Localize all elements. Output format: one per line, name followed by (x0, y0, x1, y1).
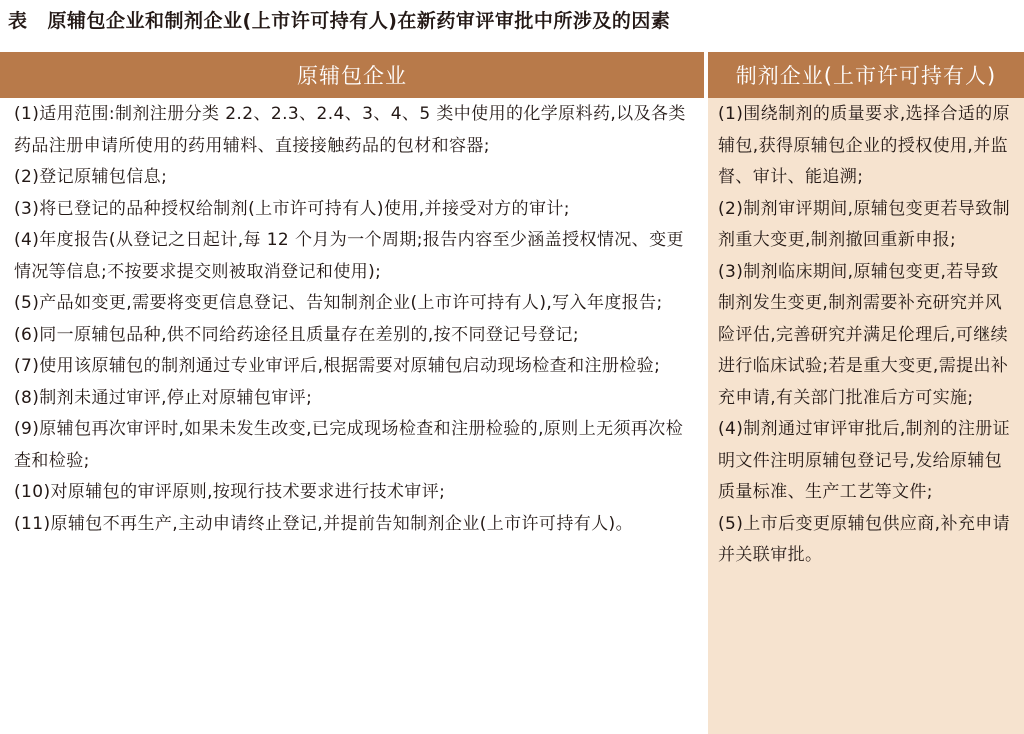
list-item: (11)原辅包不再生产,主动申请终止登记,并提前告知制剂企业(上市许可持有人)。 (14, 513, 633, 534)
header-raw-material-enterprise: 原辅包企业 (0, 52, 704, 98)
preparation-enterprise-column (708, 98, 1024, 734)
list-item: (7)使用该原辅包的制剂通过专业审评后,根据需要对原辅包启动现场检查和注册检验; (14, 356, 661, 376)
raw-material-enterprise-column (0, 98, 704, 734)
list-item: (6)同一原辅包品种,供不同给药途径且质量存在差别的,按不同登记号登记; (14, 324, 580, 345)
header-preparation-enterprise: 制剂企业(上市许可持有人) (708, 52, 1024, 98)
list-item: (4)年度报告(从登记之日起计,每 12 个月为一个周期;报告内容至少涵盖授权情况、变更情况等信息;不按要求提交则被取消登记和使用); (14, 230, 684, 282)
table-caption (8, 6, 670, 33)
list-item: (1)围绕制剂的质量要求,选择合适的原辅包,获得原辅包企业的授权使用,并监督、审计、能追溯; (718, 104, 1011, 187)
caption-text: 原辅包企业和制剂企业(上市许可持有人)在新药审评审批中所涉及的因素 (47, 10, 671, 32)
list-item: (5)上市后变更原辅包供应商,补充申请并关联审批。 (718, 513, 1011, 565)
list-item: (3)制剂临床期间,原辅包变更,若导致制剂发生变更,制剂需要补充研究并风险评估,完善研究并满足伦理后,可继续进行临床试验;若是重大变更,需提出补充申请,有关部门批准后方可实施; (718, 261, 1009, 408)
list-item: (4)制剂通过审评审批后,制剂的注册证明文件注明原辅包登记号,发给原辅包质量标准、生产工艺等文件; (718, 419, 1011, 502)
caption-tag: 表 (8, 10, 28, 32)
list-item: (8)制剂未通过审评,停止对原辅包审评; (14, 387, 313, 408)
list-item: (9)原辅包再次审评时,如果未发生改变,已完成现场检查和注册检验的,原则上无须再次检查和检验; (14, 419, 684, 471)
list-item: (5)产品如变更,需要将变更信息登记、告知制剂企业(上市许可持有人),写入年度报告; (14, 293, 663, 313)
list-item: (2)登记原辅包信息; (14, 167, 168, 187)
list-item: (2)制剂审评期间,原辅包变更若导致制剂重大变更,制剂撤回重新申报; (718, 198, 1011, 250)
list-item: (3)将已登记的品种授权给制剂(上市许可持有人)使用,并接受对方的审计; (14, 198, 570, 219)
factors-table (0, 52, 1024, 734)
list-item: (10)对原辅包的审评原则,按现行技术要求进行技术审评; (14, 482, 446, 502)
list-item: (1)适用范围:制剂注册分类 2.2、2.3、2.4、3、4、5 类中使用的化学原料药,以及各类药品注册申请所使用的药用辅料、直接接触药品的包材和容器; (14, 104, 686, 156)
